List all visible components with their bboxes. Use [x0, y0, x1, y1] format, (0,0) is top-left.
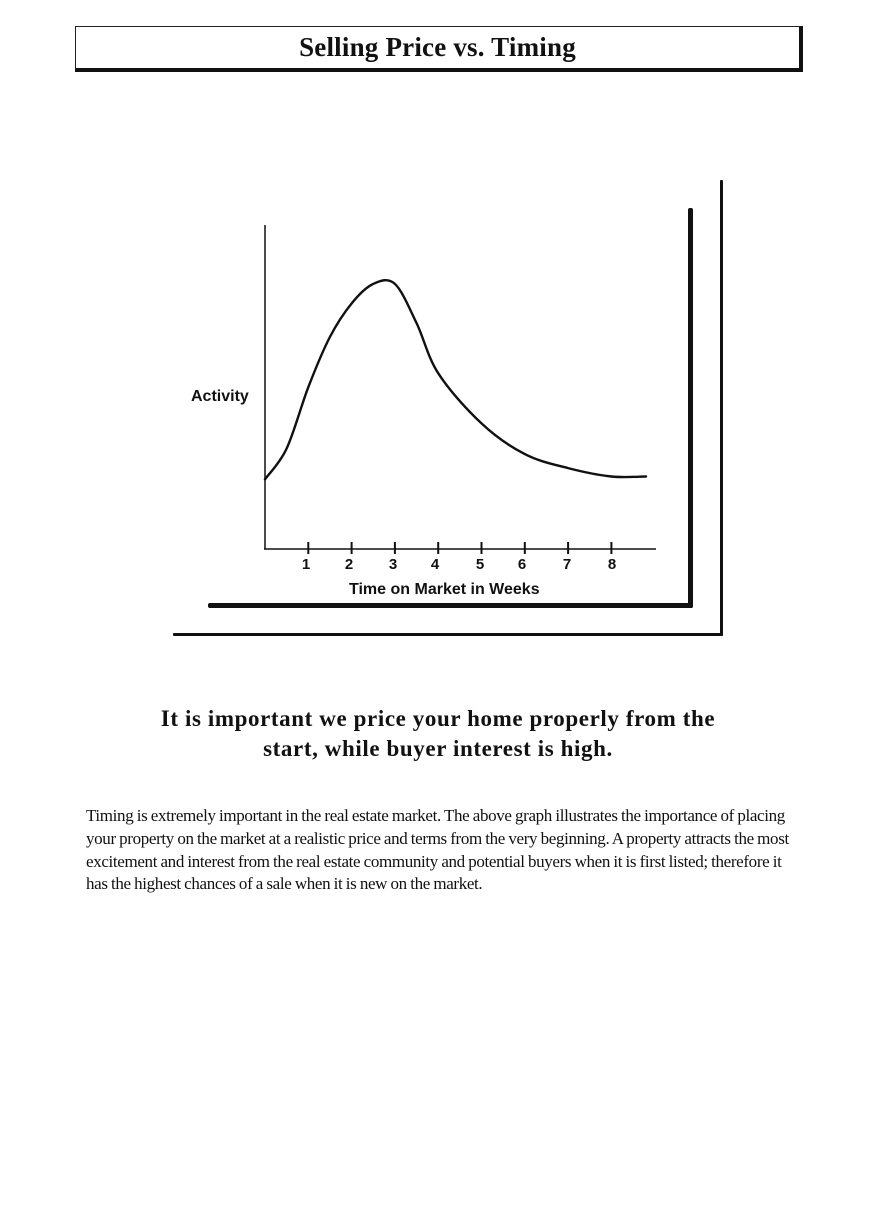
x-tick-label: 3	[388, 556, 398, 573]
x-tick-label: 5	[475, 556, 485, 573]
x-tick-label: 8	[607, 556, 617, 573]
x-axis-ticks	[308, 542, 611, 554]
x-tick-label: 2	[344, 556, 354, 573]
x-axis-label: Time on Market in Weeks	[349, 581, 540, 598]
activity-curve	[265, 280, 646, 479]
x-tick-label: 1	[301, 556, 311, 573]
y-axis-label: Activity	[191, 388, 249, 405]
x-tick-label: 7	[562, 556, 572, 573]
page-title: Selling Price vs. Timing	[299, 32, 576, 62]
x-tick-label: 4	[430, 556, 440, 573]
body-paragraph: Timing is extremely important in the real estate market. The above graph illustrates the importance of placing your property on the market at a realistic price and terms from the very beginning. A property attracts the most excitement and interest from the real estate community and potential buyers when it is first listed; therefore it has the highest chances of a sale when it is new on the market.	[86, 806, 789, 894]
headline	[100, 704, 776, 764]
headline-line-2: start, while buyer interest is high.	[263, 736, 613, 761]
x-tick-label: 6	[517, 556, 527, 573]
headline-line-1: It is important we price your home properly from the	[160, 706, 716, 731]
